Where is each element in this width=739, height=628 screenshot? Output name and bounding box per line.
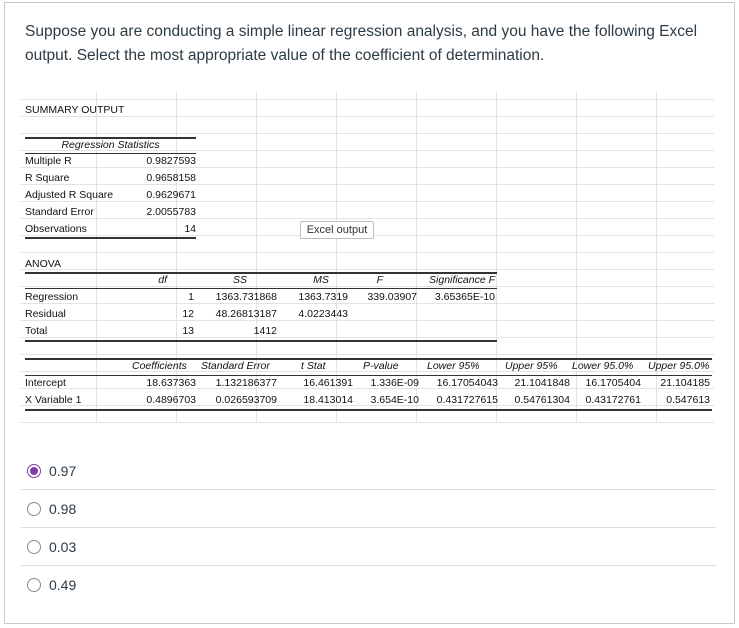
question-text: Suppose you are conducting a simple linear regression analysis, and you have the following Excel output. Select the most appropriate value of the coefficient of determination.	[25, 23, 698, 64]
coef-cell: 3.654E-10	[370, 394, 419, 406]
answer-options	[21, 452, 716, 604]
stat-value: 0.9827593	[146, 155, 196, 167]
answer-option-4[interactable]	[21, 566, 716, 604]
stat-value: 0.9629671	[146, 189, 196, 201]
coef-cell: 21.104185	[660, 377, 710, 389]
table-rule	[25, 409, 712, 411]
coef-cell: 16.17054043	[436, 377, 498, 389]
coef-cell: 1.132186377	[215, 377, 277, 389]
table-rule	[25, 237, 196, 239]
table-rule	[25, 375, 712, 376]
radio-selected-icon[interactable]	[27, 464, 41, 478]
stat-label: Adjusted R Square	[25, 189, 114, 201]
stat-label: Multiple R	[25, 155, 72, 167]
answer-option-1[interactable]	[21, 452, 716, 490]
coef-header: Standard Error	[201, 360, 270, 372]
anova-row-label: Regression	[25, 291, 79, 303]
anova-header-significance: Significance F	[429, 274, 495, 286]
summary-title: SUMMARY OUTPUT	[25, 104, 125, 116]
table-rule	[25, 153, 196, 154]
anova-header-ss: SS	[232, 274, 247, 286]
anova-cell: 48.26813187	[215, 308, 277, 320]
coef-cell: 0.43172761	[585, 394, 641, 406]
coef-cell: 0.4896703	[146, 394, 196, 406]
answer-option-3[interactable]	[21, 528, 716, 566]
option-label: 0.49	[49, 577, 77, 593]
radio-dot-icon	[30, 467, 38, 475]
anova-row-label: Residual	[25, 308, 66, 320]
radio-icon[interactable]	[27, 540, 41, 554]
anova-cell: 12	[182, 308, 194, 320]
coef-cell: 0.431727615	[436, 394, 498, 406]
option-label: 0.97	[49, 462, 77, 479]
coef-row-label: X Variable 1	[25, 394, 82, 406]
radio-icon[interactable]	[27, 578, 41, 592]
anova-header-ms: MS	[313, 274, 329, 286]
coef-cell: 18.637363	[146, 377, 196, 389]
coef-header: Upper 95%	[505, 360, 558, 372]
anova-row-label: Total	[25, 325, 48, 337]
coef-header: t Stat	[301, 360, 326, 372]
table-rule	[25, 340, 497, 342]
coef-header: Coefficients	[132, 360, 187, 372]
excel-output-callout: Excel output	[300, 221, 374, 239]
option-label: 0.03	[49, 538, 77, 555]
anova-cell: 4.0223443	[298, 308, 348, 320]
stat-value: 14	[184, 223, 196, 235]
coef-row-label: Intercept	[25, 377, 66, 389]
coef-cell: 16.1705404	[585, 377, 641, 389]
coef-cell: 21.1041848	[514, 377, 570, 389]
regression-statistics-heading: Regression Statistics	[61, 139, 160, 151]
anova-cell: 1363.731868	[215, 291, 277, 303]
anova-cell: 339.03907	[367, 291, 417, 303]
anova-header-f: F	[376, 274, 383, 286]
coef-header: Lower 95.0%	[572, 360, 634, 372]
anova-cell: 1363.7319	[298, 291, 348, 303]
stat-label: R Square	[25, 172, 70, 184]
anova-header-df: df	[158, 274, 167, 286]
anova-title: ANOVA	[25, 258, 61, 270]
coef-header: Upper 95.0%	[648, 360, 710, 372]
anova-cell: 1412	[253, 325, 277, 337]
option-label: 0.98	[49, 500, 77, 517]
stat-label: Observations	[25, 223, 87, 235]
stat-label: Standard Error	[25, 206, 94, 218]
answer-option-2[interactable]	[21, 490, 716, 528]
coef-cell: 16.461391	[303, 377, 353, 389]
coef-header: P-value	[363, 360, 399, 372]
coef-cell: 18.413014	[303, 394, 353, 406]
coef-cell: 1.336E-09	[370, 377, 419, 389]
coef-header: Lower 95%	[427, 360, 480, 372]
stat-value: 2.0055783	[146, 206, 196, 218]
coef-cell: 0.54761304	[514, 394, 570, 406]
radio-icon[interactable]	[27, 502, 41, 516]
stat-value: 0.9658158	[146, 172, 196, 184]
coef-cell: 0.026593709	[215, 394, 277, 406]
anova-cell: 13	[182, 325, 194, 337]
excel-output-image	[21, 92, 714, 423]
anova-cell: 3.65365E-10	[434, 291, 495, 303]
coef-cell: 0.547613	[666, 394, 710, 406]
table-rule	[25, 288, 497, 289]
anova-cell: 1	[188, 291, 194, 303]
